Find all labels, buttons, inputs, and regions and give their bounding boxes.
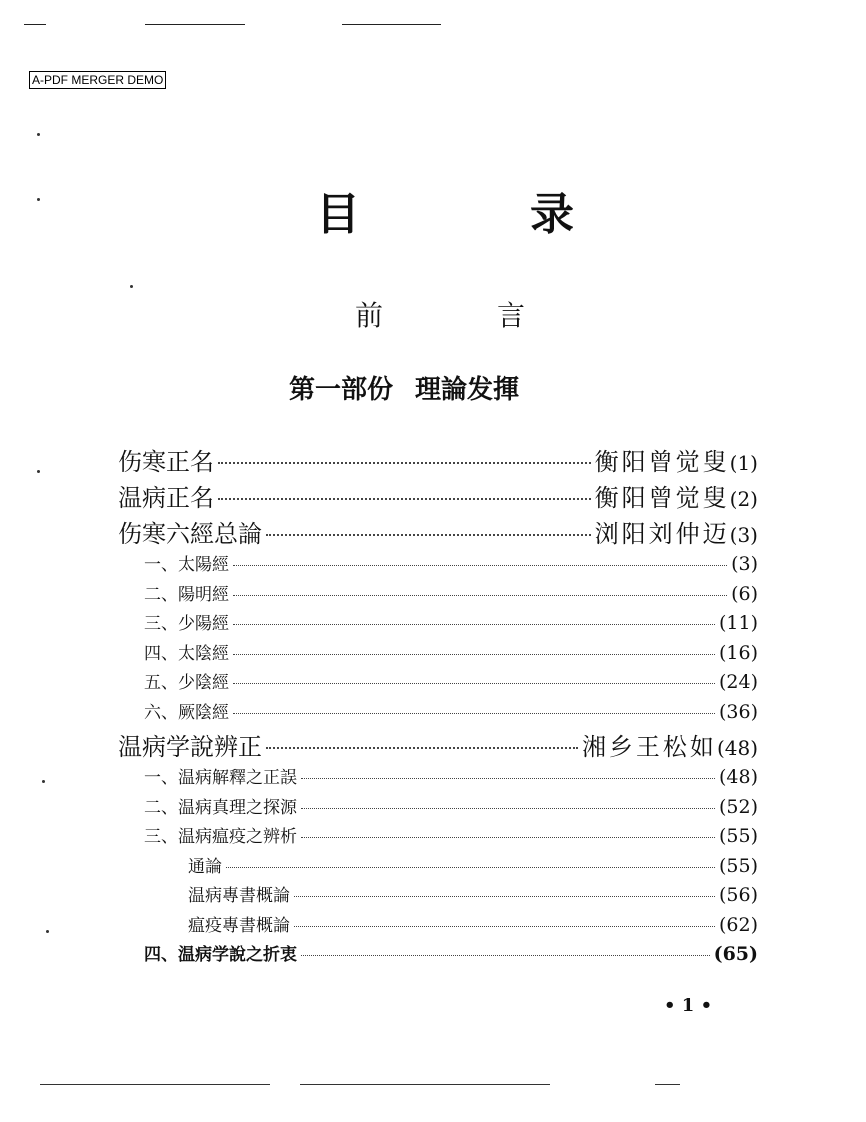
toc-entry-page: (65) (713, 943, 758, 965)
toc-entry[interactable] (118, 514, 758, 550)
leader-dots (294, 896, 715, 897)
toc-entry-title: 伤寒正名 (118, 448, 214, 476)
leader-dots (233, 683, 715, 684)
leader-dots (301, 808, 715, 809)
toc-entry-title: 瘟疫專書概論 (188, 915, 290, 936)
toc-entry[interactable] (118, 911, 758, 941)
toc-entry[interactable] (118, 442, 758, 478)
leader-dots (266, 534, 591, 536)
toc-entry[interactable] (118, 881, 758, 911)
toc-entry-page: (55) (718, 854, 758, 877)
leader-dots (218, 498, 591, 500)
scan-top-line-2 (145, 24, 245, 25)
preface-heading (0, 296, 866, 336)
table-of-contents (118, 442, 758, 970)
toc-entry-title: 一、太陽經 (144, 555, 229, 575)
toc-entry-title: 温病專書概論 (188, 886, 290, 906)
toc-entry[interactable] (118, 763, 758, 793)
toc-entry-page: (36) (718, 700, 758, 723)
toc-entry[interactable] (118, 639, 758, 669)
toc-entry-page: (52) (718, 795, 758, 818)
leader-dots (294, 926, 715, 927)
toc-entry-page: (3) (731, 553, 758, 575)
toc-entry[interactable] (118, 940, 758, 970)
preface-char-2: 言 (497, 299, 526, 332)
toc-entry[interactable] (118, 793, 758, 823)
toc-entry[interactable] (118, 609, 758, 639)
toc-entry-page: (16) (718, 641, 758, 664)
toc-entry[interactable] (118, 550, 758, 580)
toc-entry-title: 二、温病真理之探源 (144, 797, 297, 818)
toc-entry-page: (1) (729, 451, 758, 475)
part-name: 理論发揮 (415, 375, 520, 405)
toc-entry-title: 五、少陰經 (144, 673, 229, 693)
part-heading (289, 370, 519, 410)
toc-entry-page: (6) (731, 582, 758, 605)
toc-entry-page: (48) (718, 766, 758, 788)
toc-entry[interactable] (118, 668, 758, 698)
leader-dots (301, 955, 710, 956)
toc-entry[interactable] (118, 852, 758, 882)
toc-entry-title: 三、少陽經 (144, 614, 229, 634)
scan-speck (42, 780, 45, 783)
page-number-value: 1 (681, 995, 695, 1016)
leader-dots (301, 837, 715, 838)
scan-top-line-3 (342, 24, 441, 25)
toc-entry-page: (11) (718, 612, 758, 634)
scan-speck (37, 133, 40, 136)
leader-dots (266, 747, 578, 749)
page-number: • 1 • (664, 995, 713, 1016)
scan-bottom-line-3 (655, 1084, 680, 1085)
toc-entry[interactable] (118, 478, 758, 514)
toc-entry-page: (3) (729, 523, 758, 547)
toc-entry-author: 浏阳刘仲迈 (594, 520, 730, 548)
leader-dots (218, 462, 591, 464)
toc-entry-title: 温病正名 (118, 484, 214, 512)
toc-entry-title: 温病学說辨正 (118, 733, 262, 761)
toc-entry[interactable] (118, 580, 758, 610)
toc-entry-title: 四、太陰經 (144, 643, 229, 664)
toc-entry-author: 湘乡王松如 (581, 733, 717, 761)
toc-entry-page: (56) (718, 884, 758, 906)
toc-entry-page: (48) (716, 736, 758, 760)
toc-entry[interactable] (118, 822, 758, 852)
scan-bottom-line-1 (40, 1084, 270, 1085)
leader-dots (226, 867, 715, 868)
toc-entry-page: (55) (718, 825, 758, 847)
title-char-1: 目 (316, 189, 360, 240)
page-title (0, 187, 866, 243)
scan-top-line-1 (24, 24, 46, 25)
toc-entry[interactable] (118, 698, 758, 728)
scan-speck (130, 285, 133, 288)
leader-dots (233, 565, 727, 566)
toc-entry[interactable] (118, 727, 758, 763)
leader-dots (233, 654, 715, 655)
title-char-2: 录 (530, 189, 574, 240)
scan-speck (46, 930, 49, 933)
toc-entry-title: 一、温病解釋之正誤 (144, 768, 297, 788)
leader-dots (233, 624, 715, 625)
toc-entry-page: (2) (729, 487, 758, 511)
preface-char-1: 前 (355, 299, 384, 332)
toc-entry-author: 衡阳曾觉叟 (594, 448, 730, 476)
watermark-label: A-PDF MERGER DEMO (29, 71, 166, 89)
toc-entry-title: 三、温病瘟疫之辨析 (144, 827, 297, 847)
scan-speck (37, 470, 40, 473)
scan-bottom-line-2 (300, 1084, 550, 1085)
toc-entry-page: (24) (718, 671, 758, 693)
toc-entry-author: 衡阳曾觉叟 (594, 484, 730, 512)
scan-speck (37, 198, 40, 201)
toc-entry-title: 通論 (188, 856, 222, 877)
leader-dots (301, 778, 715, 779)
leader-dots (233, 713, 715, 714)
leader-dots (233, 595, 727, 596)
toc-entry-title: 六、厥陰經 (144, 702, 229, 723)
toc-entry-title: 二、陽明經 (144, 584, 229, 605)
toc-entry-title: 伤寒六經总論 (118, 520, 262, 548)
toc-entry-page: (62) (718, 913, 758, 936)
part-number: 第一部份 (289, 375, 394, 405)
toc-entry-title: 四、温病学說之折衷 (144, 945, 297, 965)
